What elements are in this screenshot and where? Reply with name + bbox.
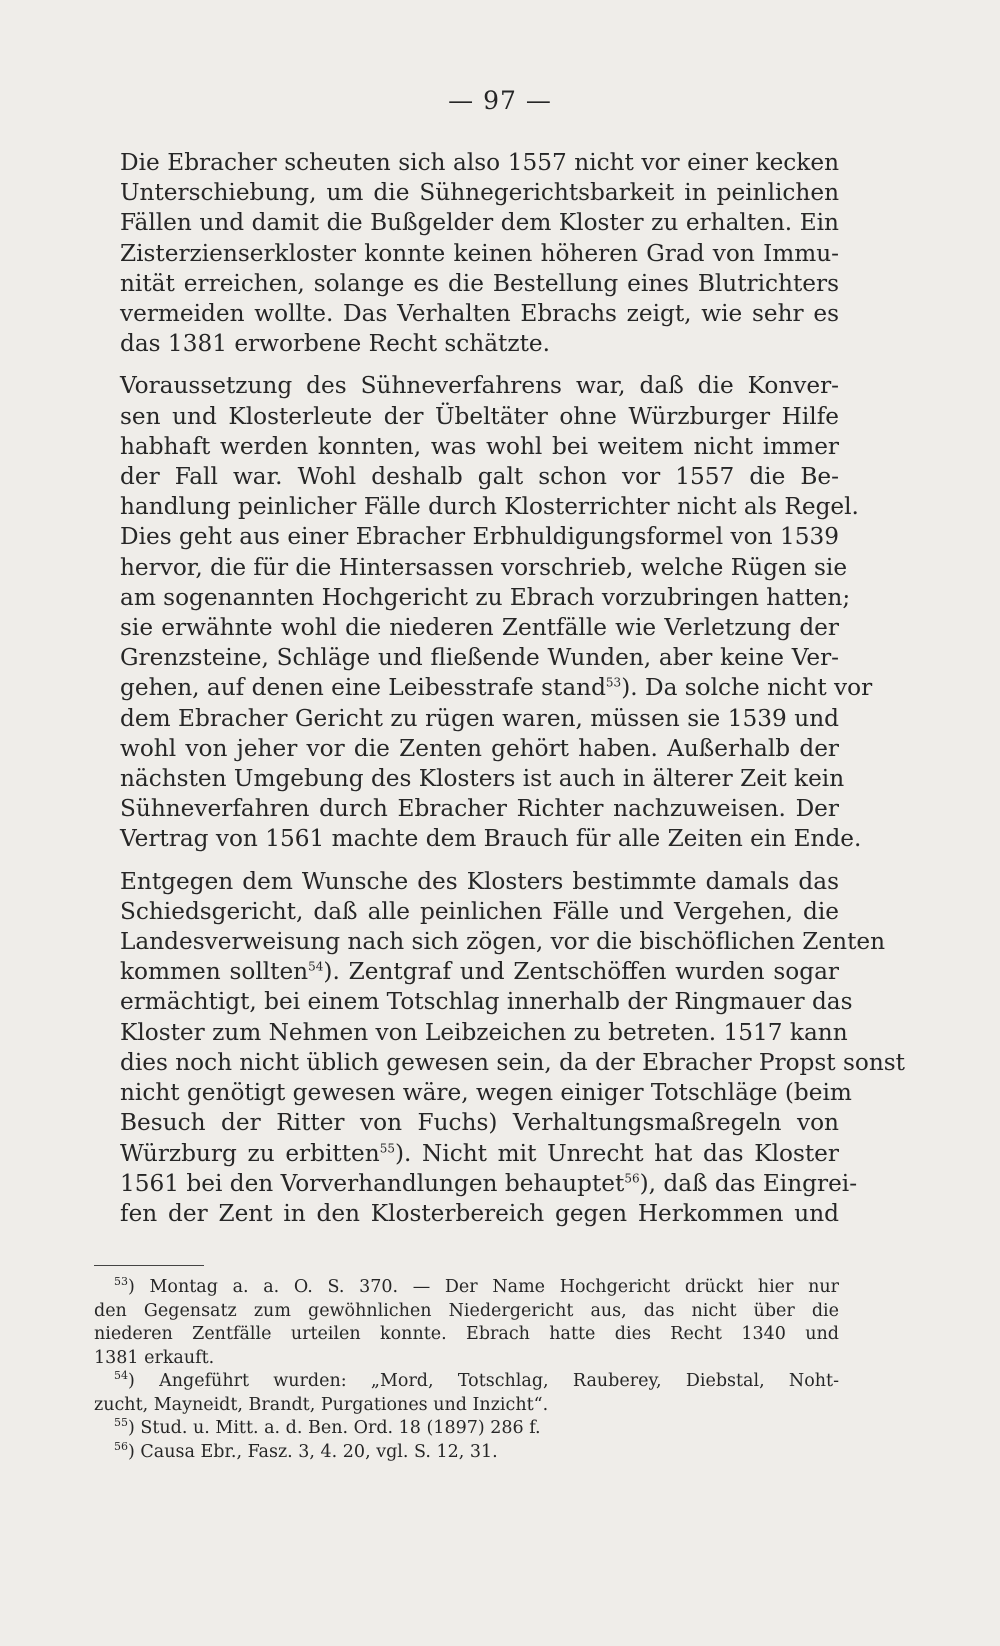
text-line: der Fall war. Wohl deshalb galt schon vor 1557 die Be- bbox=[120, 463, 839, 491]
footnote-line bbox=[94, 1417, 839, 1441]
footnote-line: 1381 erkauft. bbox=[94, 1347, 215, 1368]
text-line: Zisterzienserkloster konnte keinen höheren Grad von Immu- bbox=[120, 239, 839, 267]
footnote-mark: 55 bbox=[114, 1416, 128, 1430]
text-line: Landesverweisung nach sich zögen, vor die bischöflichen Zenten bbox=[120, 928, 886, 956]
text-line: Entgegen dem Wunsche des Klosters bestimmte damals das bbox=[120, 867, 839, 895]
text-line: fen der Zent in den Klosterbereich gegen Herkommen und bbox=[120, 1199, 839, 1227]
text-line: Kloster zum Nehmen von Leibzeichen zu betreten. 1517 kann bbox=[120, 1018, 848, 1046]
text-line: das 1381 erworbene Recht schätzte. bbox=[120, 330, 550, 358]
paragraph-2 bbox=[94, 371, 873, 854]
text-line: Sühneverfahren durch Ebracher Richter nachzuweisen. Der bbox=[120, 795, 839, 823]
footnote-mark: 56 bbox=[114, 1439, 128, 1453]
text-line: nicht genötigt gewesen wäre, wegen einiger Totschläge (beim bbox=[120, 1079, 852, 1107]
text-segment: ) Causa Ebr., Fasz. 3, 4. 20, vgl. S. 12, 31. bbox=[128, 1441, 498, 1462]
text-line: Vertrag von 1561 machte dem Brauch für alle Zeiten ein Ende. bbox=[120, 825, 862, 853]
text-segment: gehen, auf denen eine Leibesstrafe stand bbox=[120, 674, 606, 702]
text-line: am sogenannten Hochgericht zu Ebrach vorzubringen hatten; bbox=[120, 583, 851, 611]
footnote-mark: 54 bbox=[114, 1369, 128, 1383]
text-line: Voraussetzung des Sühneverfahrens war, daß die Konver- bbox=[120, 372, 839, 400]
text-segment: kommen sollten bbox=[120, 958, 309, 986]
footnote-ref: 54 bbox=[308, 959, 324, 974]
footnote-line: zucht, Mayneidt, Brandt, Purgationes und Inzicht“. bbox=[94, 1394, 549, 1415]
footnote-line bbox=[94, 1370, 839, 1394]
main-text bbox=[94, 148, 905, 1241]
text-segment: ) Montag a. a. O. S. 370. — Der Name Hochgericht drückt hier nur bbox=[128, 1277, 839, 1297]
footnote-line bbox=[94, 1276, 839, 1300]
paragraph-3 bbox=[94, 867, 905, 1229]
text-line: vermeiden wollte. Das Verhalten Ebrachs zeigt, wie sehr es bbox=[120, 300, 839, 328]
text-line: Fällen und damit die Bußgelder dem Kloster zu erhalten. Ein bbox=[120, 209, 839, 237]
text-line bbox=[94, 673, 873, 703]
footnote-ref: 56 bbox=[624, 1170, 640, 1185]
text-line: sen und Klosterleute der Übeltäter ohne Würzburger Hilfe bbox=[120, 402, 839, 430]
page-number: — 97 — bbox=[448, 86, 552, 115]
footnote-ref: 53 bbox=[605, 675, 622, 690]
footnote-line: niederen Zentfälle urteilen konnte. Ebrach hatte dies Recht 1340 und bbox=[94, 1324, 839, 1344]
text-line: Unterschiebung, um die Sühnegerichtsbarkeit in peinlichen bbox=[120, 179, 839, 207]
text-line bbox=[94, 957, 839, 987]
text-line bbox=[94, 1169, 858, 1199]
footnote-mark: 53 bbox=[114, 1275, 128, 1289]
footnote-53 bbox=[94, 1276, 839, 1370]
text-line: habhaft werden konnten, was wohl bei weitem nicht immer bbox=[120, 432, 839, 460]
text-line: hervor, die für die Hintersassen vorschrieb, welche Rügen sie bbox=[120, 553, 848, 581]
text-line: Besuch der Ritter von Fuchs) Verhaltungsmaßregeln von bbox=[120, 1109, 839, 1137]
footnote-54 bbox=[94, 1370, 839, 1417]
footnote-line bbox=[94, 1441, 839, 1465]
text-segment: ), daß das Eingrei- bbox=[639, 1169, 858, 1197]
text-line: wohl von jeher vor die Zenten gehört haben. Außerhalb der bbox=[120, 734, 839, 762]
text-line: sie erwähnte wohl die niederen Zentfälle wie Verletzung der bbox=[120, 614, 839, 642]
text-line: Grenzsteine, Schläge und fließende Wunden, aber keine Ver- bbox=[120, 644, 839, 672]
text-segment: ) Stud. u. Mitt. a. d. Ben. Ord. 18 (1897) 286 f. bbox=[128, 1418, 541, 1438]
footnotes bbox=[94, 1276, 839, 1464]
text-segment: ). Da solche nicht vor bbox=[621, 674, 873, 702]
text-segment: Würzburg zu erbitten bbox=[120, 1139, 380, 1167]
paragraph-1 bbox=[94, 148, 839, 359]
text-line bbox=[94, 1139, 839, 1169]
text-line: Die Ebracher scheuten sich also 1557 nicht vor einer kecken bbox=[120, 149, 839, 176]
text-line: Dies geht aus einer Ebracher Erbhuldigungsformel von 1539 bbox=[120, 523, 839, 551]
text-segment: ). Nicht mit Unrecht hat das Kloster bbox=[394, 1139, 839, 1167]
text-segment: ). Zentgraf und Zentschöffen wurden sogar bbox=[323, 958, 839, 986]
text-line: Schiedsgericht, daß alle peinlichen Fälle und Vergehen, die bbox=[120, 897, 839, 925]
text-segment: 1561 bei den Vorverhandlungen behauptet bbox=[120, 1169, 625, 1197]
text-line: ermächtigt, bei einem Totschlag innerhalb der Ringmauer das bbox=[120, 988, 853, 1016]
text-segment: ) Angeführt wurden: „Mord, Totschlag, Rauberey, Diebstal, Noht- bbox=[128, 1371, 839, 1391]
footnote-divider bbox=[94, 1265, 204, 1266]
footnote-ref: 55 bbox=[379, 1140, 395, 1155]
text-line: nächsten Umgebung des Klosters ist auch in älterer Zeit kein bbox=[120, 765, 845, 793]
text-line: dies noch nicht üblich gewesen sein, da der Ebracher Propst sonst bbox=[120, 1048, 905, 1076]
text-line: handlung peinlicher Fälle durch Klosterrichter nicht als Regel. bbox=[120, 493, 859, 521]
footnote-56 bbox=[94, 1441, 839, 1465]
footnote-55 bbox=[94, 1417, 839, 1441]
text-line: dem Ebracher Gericht zu rügen waren, müssen sie 1539 und bbox=[120, 704, 839, 732]
footnote-line: den Gegensatz zum gewöhnlichen Niedergericht aus, das nicht über die bbox=[94, 1300, 839, 1321]
text-line: nität erreichen, solange es die Bestellung eines Blutrichters bbox=[120, 269, 839, 297]
